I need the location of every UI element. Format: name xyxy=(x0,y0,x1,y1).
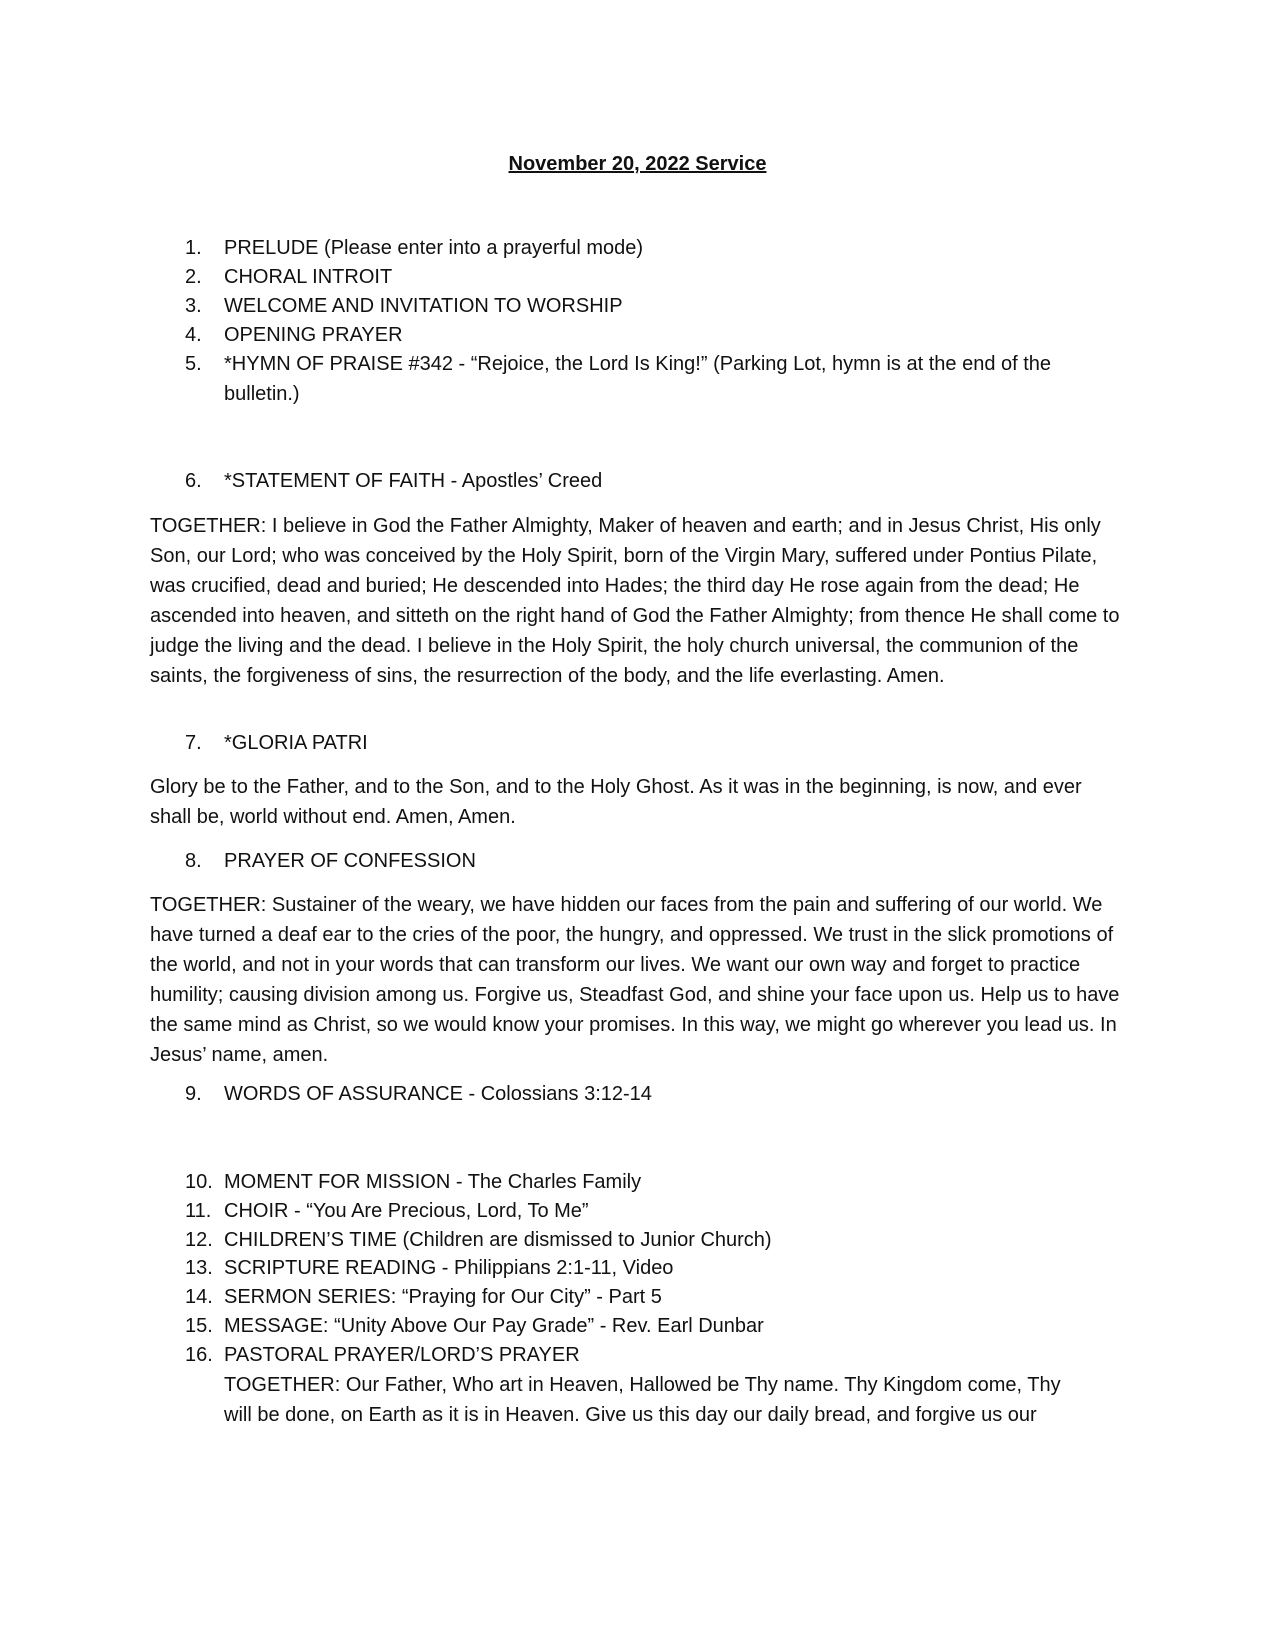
item-number: 10. xyxy=(185,1171,213,1193)
item-number: 4. xyxy=(185,324,202,346)
item-text: CHILDREN’S TIME (Children are dismissed to Junior Church) xyxy=(224,1229,772,1251)
list-item xyxy=(185,320,1085,350)
list-item xyxy=(185,728,1085,758)
list-item xyxy=(185,846,1085,876)
list-item xyxy=(185,1282,1085,1312)
item-text: PRELUDE (Please enter into a prayerful mode) xyxy=(224,237,644,259)
item-text: SERMON SERIES: “Praying for Our City” - Part 5 xyxy=(224,1286,662,1308)
list-item xyxy=(185,233,1085,263)
item-text: SCRIPTURE READING - Philippians 2:1-11, Video xyxy=(224,1257,674,1279)
item-number: 12. xyxy=(185,1229,213,1251)
gloria-patri-text: Glory be to the Father, and to the Son, and to the Holy Ghost. As it was in the beginning, is now, and ever shall be, world without end. Amen, Amen. xyxy=(150,776,1082,828)
confession-prayer-text: TOGETHER: Sustainer of the weary, we have hidden our faces from the pain and suffering of our world. We have turned a deaf ear to the cries of the poor, the hungry, and oppressed. We trust in the slick promotions of the world, and not in your words that can transform our lives. We want our own way and forget to practice humility; causing division among us. Forgive us, Steadfast God, and shine your face upon us. Help us to have the same mind as Christ, so we would know your promises. In this way, we might go wherever you lead us. In Jesus’ name, amen. xyxy=(150,894,1120,1066)
list-item xyxy=(185,1311,1085,1341)
item-number: 7. xyxy=(185,732,202,754)
item-text: *HYMN OF PRAISE #342 - “Rejoice, the Lord Is King!” (Parking Lot, hymn is at the end of the bulletin.) xyxy=(224,353,1052,405)
item-text: WELCOME AND INVITATION TO WORSHIP xyxy=(224,295,623,317)
item-text: CHORAL INTROIT xyxy=(224,266,393,288)
list-item xyxy=(185,262,1085,292)
list-item xyxy=(185,1225,1085,1255)
apostles-creed-text: TOGETHER: I believe in God the Father Almighty, Maker of heaven and earth; and in Jesus Christ, His only Son, our Lord; who was conceived by the Holy Spirit, born of the Virgin Mary, suffered under Pontius Pilate, was crucified, dead and buried; He descended into Hades; the third day He rose again from the dead; He ascended into heaven, and sitteth on the right hand of God the Father Almighty; from thence He shall come to judge the living and the dead. I believe in the Holy Spirit, the holy church universal, the communion of the saints, the forgiveness of sins, the resurrection of the body, and the life everlasting. Amen. xyxy=(150,515,1120,687)
list-item xyxy=(185,1079,1085,1109)
item-number: 3. xyxy=(185,295,202,317)
item-text: MOMENT FOR MISSION - The Charles Family xyxy=(224,1171,642,1193)
item-number: 5. xyxy=(185,353,202,375)
item-text: MESSAGE: “Unity Above Our Pay Grade” - Rev. Earl Dunbar xyxy=(224,1315,764,1337)
item-text: WORDS OF ASSURANCE - Colossians 3:12-14 xyxy=(224,1083,652,1105)
item-number: 15. xyxy=(185,1315,213,1337)
item-number: 2. xyxy=(185,266,202,288)
item-text: PRAYER OF CONFESSION xyxy=(224,850,476,872)
item-number: 8. xyxy=(185,850,202,872)
item-text: CHOIR - “You Are Precious, Lord, To Me” xyxy=(224,1200,589,1222)
item-text: PASTORAL PRAYER/LORD’S PRAYER xyxy=(224,1344,580,1366)
list-item xyxy=(185,466,1085,496)
list-item xyxy=(185,291,1085,321)
lords-prayer-text: TOGETHER: Our Father, Who art in Heaven, Hallowed be Thy name. Thy Kingdom come, Thy will be done, on Earth as it is in Heaven. Give us this day our daily bread, and forgive us our xyxy=(224,1374,1061,1426)
item-number: 11. xyxy=(185,1200,212,1222)
item-number: 16. xyxy=(185,1344,213,1366)
item-number: 1. xyxy=(185,237,202,259)
item-text: *GLORIA PATRI xyxy=(224,732,368,754)
list-item xyxy=(185,1340,1085,1430)
item-number: 14. xyxy=(185,1286,213,1308)
item-text: *STATEMENT OF FAITH - Apostles’ Creed xyxy=(224,470,603,492)
item-number: 13. xyxy=(185,1257,213,1279)
list-item xyxy=(185,1196,1085,1226)
list-item xyxy=(185,1167,1085,1197)
page-title: November 20, 2022 Service xyxy=(508,153,767,175)
item-number: 6. xyxy=(185,470,202,492)
list-item xyxy=(185,1253,1085,1283)
item-number: 9. xyxy=(185,1083,202,1105)
item-text: OPENING PRAYER xyxy=(224,324,403,346)
list-item xyxy=(185,349,1085,409)
